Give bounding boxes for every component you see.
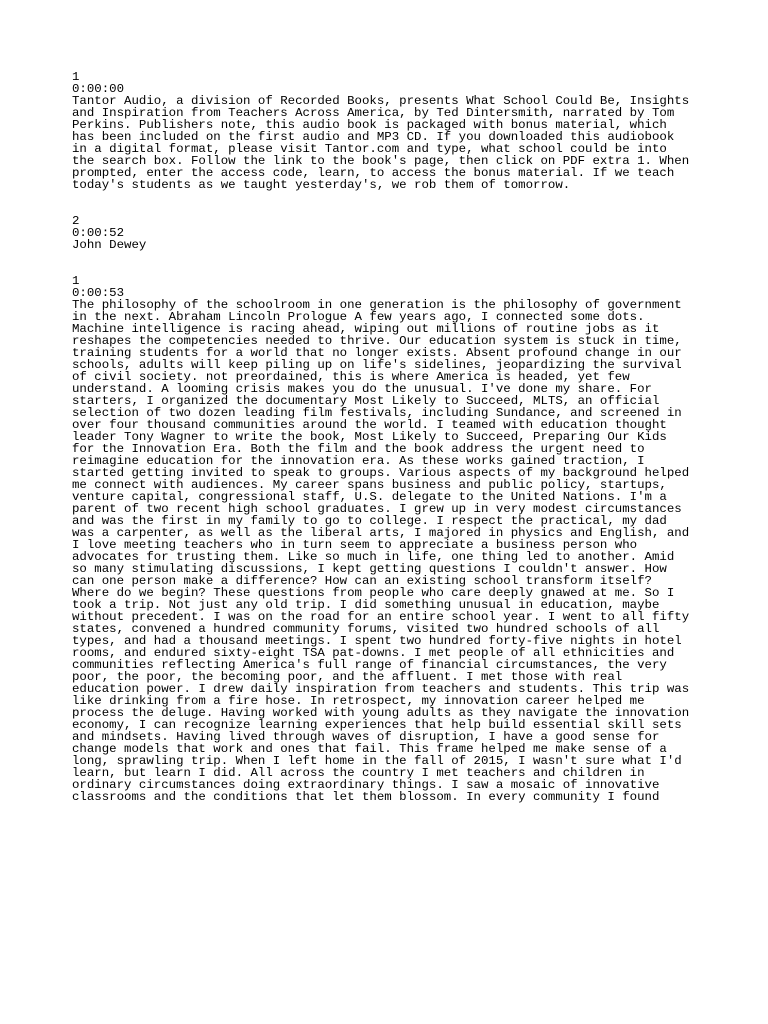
block-timestamp: 0:00:00 (72, 82, 125, 96)
transcript-line: classrooms and the conditions that let them blossom. In every community I found (72, 790, 660, 804)
transcript-line: Perkins. Publishers note, this audio book is packaged with bonus material, which (72, 118, 667, 132)
transcript-block (72, 71, 712, 191)
transcript-line: communities reflecting America's full range of financial circumstances, the very (72, 658, 667, 672)
transcript-line: in a digital format, please visit Tantor.com and type, what school could be into (72, 142, 667, 156)
transcript-line: for the Innovation Era. Both the film and the book address the urgent need to (72, 442, 645, 456)
transcript-line: poor, the poor, the becoming poor, and the affluent. I met those with real (72, 670, 623, 684)
transcript-line: over four thousand communities around the world. I teamed with education thought (72, 418, 667, 432)
transcript-line: types, and had a thousand meetings. I spent two hundred forty-five nights in hotel (72, 634, 682, 648)
transcript-line: reshapes the competencies needed to thrive. Our education system is stuck in time, (72, 334, 682, 348)
transcript-line: Machine intelligence is racing ahead, wiping out millions of routine jobs as it (72, 322, 660, 336)
block-timestamp: 0:00:52 (72, 226, 125, 240)
transcript-line: parent of two recent high school graduates. I grew up in very modest circumstances (72, 502, 682, 516)
transcript-line: the search box. Follow the link to the book's page, then click on PDF extra 1. When (72, 154, 690, 168)
block-index: 1 (72, 70, 80, 84)
transcript-line: leader Tony Wagner to write the book, Most Likely to Succeed, Preparing Our Kids (72, 430, 667, 444)
transcript-line: rooms, and endured sixty-eight TSA pat-downs. I met people of all ethnicities and (72, 646, 675, 660)
transcript-line: economy, I can recognize learning experiences that help build essential skill sets (72, 718, 682, 732)
transcript-line: starters, I organized the documentary Most Likely to Succeed, MLTS, an official (72, 394, 660, 408)
transcript-line: venture capital, congressional staff, U.S. delegate to the United Nations. I'm a (72, 490, 667, 504)
block-index: 2 (72, 214, 80, 228)
transcript-line: understand. A looming crisis makes you do the unusual. I've done my share. For (72, 382, 652, 396)
transcript-line: can one person make a difference? How can an existing school transform itself? (72, 574, 652, 588)
transcript-line: today's students as we taught yesterday's, we rob them of tomorrow. (72, 178, 571, 192)
transcript-line: states, convened a hundred community forums, visited two hundred schools of all (72, 622, 660, 636)
transcript-line: reimagine education for the innovation era. As these works gained traction, I (72, 454, 645, 468)
transcript-line: The philosophy of the schoolroom in one generation is the philosophy of government (72, 298, 682, 312)
transcript-line: Tantor Audio, a division of Recorded Books, presents What School Could Be, Insights (72, 94, 690, 108)
transcript-line: selection of two dozen leading film festivals, including Sundance, and screened in (72, 406, 682, 420)
transcript-line: long, sprawling trip. When I left home in the fall of 2015, I wasn't sure what I'd (72, 754, 682, 768)
transcript-block (72, 275, 712, 803)
transcript-line: without precedent. I was on the road for an entire school year. I went to all fifty (72, 610, 690, 624)
transcript-line: training students for a world that no longer exists. Absent profound change in our (72, 346, 682, 360)
block-timestamp: 0:00:53 (72, 286, 125, 300)
transcript-line: and was the first in my family to go to college. I respect the practical, my dad (72, 514, 667, 528)
transcript-line: education power. I drew daily inspiration from teachers and students. This trip was (72, 682, 690, 696)
transcript-line: like drinking from a fire hose. In retrospect, my innovation career helped me (72, 694, 645, 708)
transcript-line: prompted, enter the access code, learn, to access the bonus material. If we teach (72, 166, 675, 180)
transcript-line: process the deluge. Having worked with young adults as they navigate the innovation (72, 706, 690, 720)
transcript-line: change models that work and ones that fail. This frame helped me make sense of a (72, 742, 667, 756)
transcript-line: John Dewey (72, 238, 147, 252)
transcript-line: of civil society. not preordained, this is where America is headed, yet few (72, 370, 630, 384)
transcript-line: and Inspiration from Teachers Across America, by Ted Dintersmith, narrated by Tom (72, 106, 675, 120)
transcript-line: ordinary circumstances doing extraordinary things. I saw a mosaic of innovative (72, 778, 660, 792)
transcript-line: so many stimulating discussions, I kept getting questions I couldn't answer. How (72, 562, 667, 576)
transcript-line: and mindsets. Having lived through waves of disruption, I have a good sense for (72, 730, 660, 744)
transcript-line: started getting invited to speak to groups. Various aspects of my background helped (72, 466, 690, 480)
transcript-line: in the next. Abraham Lincoln Prologue A few years ago, I connected some dots. (72, 310, 645, 324)
transcript-line: Where do we begin? These questions from people who care deeply gnawed at me. So I (72, 586, 675, 600)
transcript-line: schools, adults will keep piling up on life's sidelines, jeopardizing the survival (72, 358, 682, 372)
transcript-line: advocates for trusting them. Like so much in life, one thing led to another. Amid (72, 550, 675, 564)
transcript-line: has been included on the first audio and MP3 CD. If you downloaded this audiobook (72, 130, 675, 144)
transcript-line: was a carpenter, as well as the liberal arts, I majored in physics and English, and (72, 526, 690, 540)
transcript-line: learn, but learn I did. All across the country I met teachers and children in (72, 766, 645, 780)
transcript-line: I love meeting teachers who in turn seem to appreciate a business person who (72, 538, 638, 552)
block-index: 1 (72, 274, 80, 288)
transcript-line: me connect with audiences. My career spans business and public policy, startups, (72, 478, 667, 492)
transcript-line: took a trip. Not just any old trip. I did something unusual in education, maybe (72, 598, 660, 612)
transcript-page (72, 71, 712, 827)
transcript-block (72, 215, 712, 251)
